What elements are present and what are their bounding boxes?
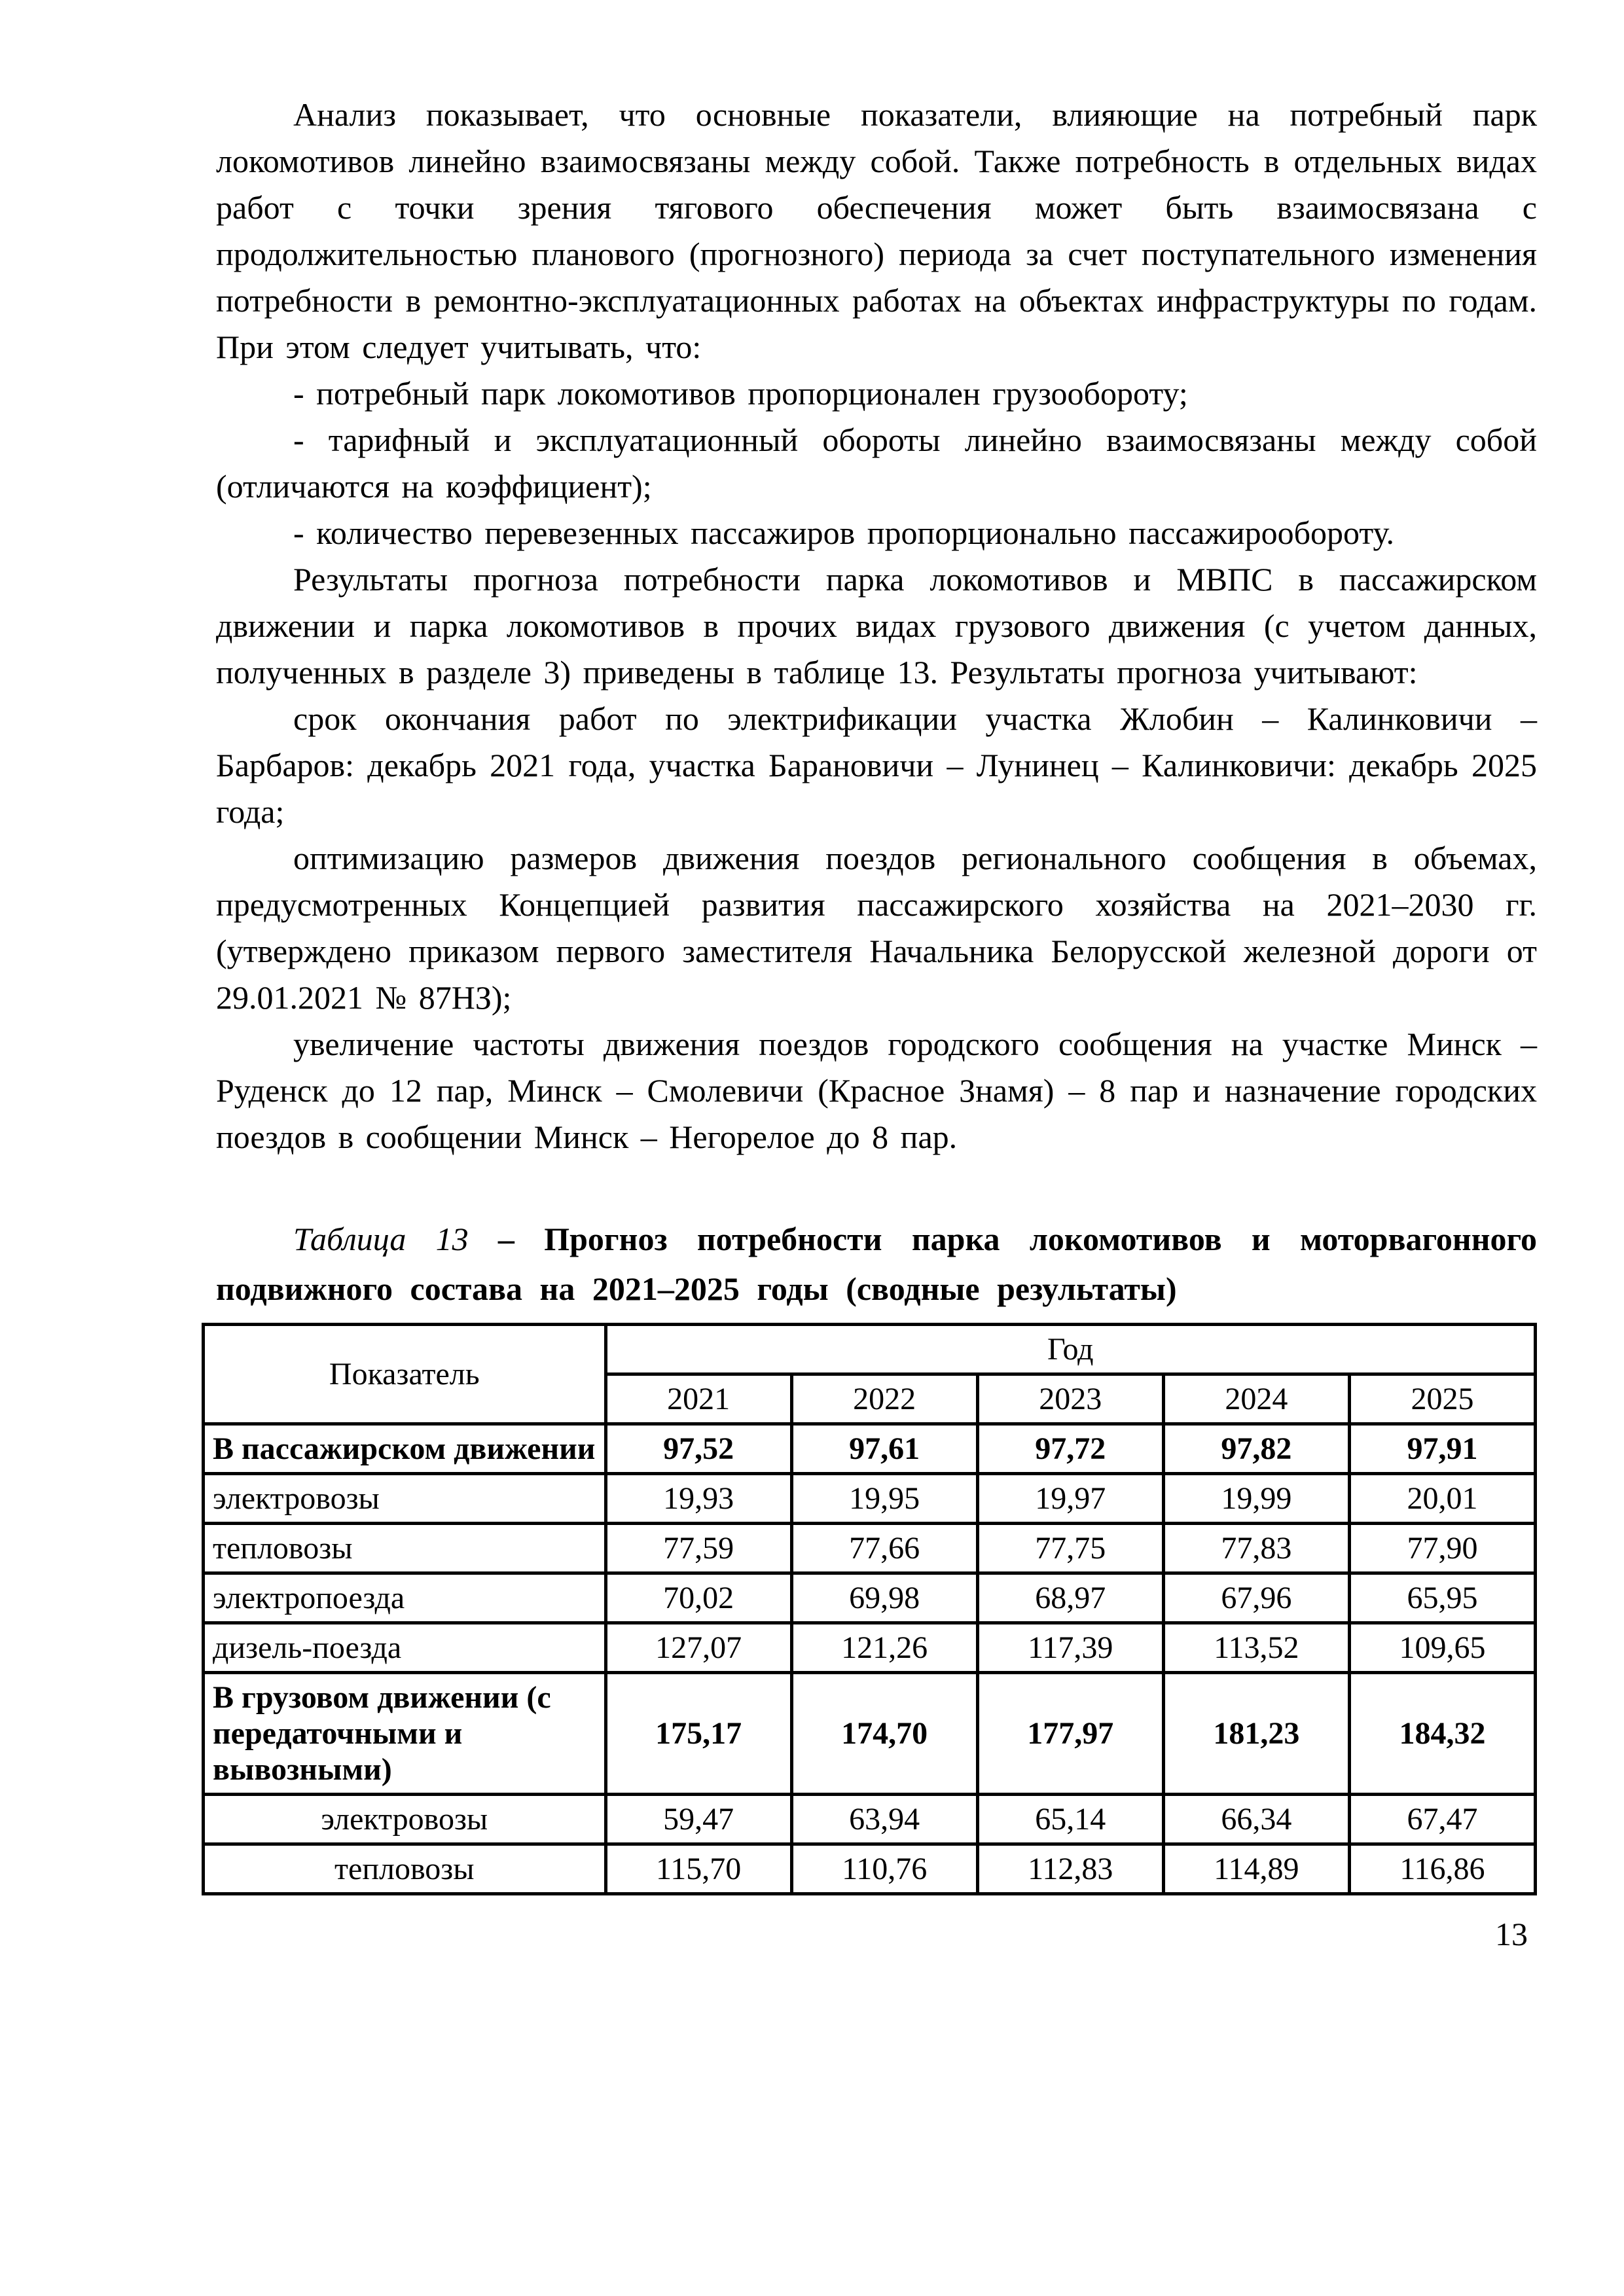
row-value: 77,83	[1163, 1524, 1349, 1573]
row-value: 19,97	[977, 1474, 1163, 1524]
row-label: тепловозы	[204, 1844, 606, 1894]
row-value: 66,34	[1163, 1795, 1349, 1844]
row-value: 177,97	[977, 1673, 1163, 1795]
paragraph-analysis: Анализ показывает, что основные показатели, влияющие на потребный парк локомотивов линейно взаимосвязаны между собой. Также потребность в отдельных видах работ с точки зрения тягового обеспечения может быть взаимосвязана с продолжительностью планового (прогнозного) периода за счет поступательного изменения потребности в ремонтно-эксплуатационных работах на объектах инфраструктуры по годам. При этом следует учитывать, что:	[216, 96, 1537, 365]
row-value: 112,83	[977, 1844, 1163, 1894]
row-value: 97,61	[791, 1424, 977, 1474]
row-value: 115,70	[605, 1844, 791, 1894]
row-label: электропоезда	[204, 1573, 606, 1623]
row-value: 67,47	[1349, 1795, 1535, 1844]
table-caption-label: Таблица 13	[293, 1221, 469, 1257]
row-value: 77,75	[977, 1524, 1163, 1573]
row-value: 110,76	[791, 1844, 977, 1894]
row-value: 77,59	[605, 1524, 791, 1573]
row-value: 69,98	[791, 1573, 977, 1623]
table-row-freight-diesel-locos	[204, 1844, 1536, 1894]
row-label: электровозы	[204, 1795, 606, 1844]
row-value: 97,82	[1163, 1424, 1349, 1474]
row-value: 19,99	[1163, 1474, 1349, 1524]
row-value: 63,94	[791, 1795, 977, 1844]
paragraph-bullet-fleet: - потребный парк локомотивов пропорционален грузообороту;	[293, 375, 1188, 412]
row-value: 175,17	[605, 1673, 791, 1795]
paragraph-bullet-tariff: - тарифный и эксплуатационный обороты линейно взаимосвязаны между собой (отличаются на коэффициент);	[216, 422, 1537, 505]
row-value: 65,14	[977, 1795, 1163, 1844]
table-row-electric-locos	[204, 1474, 1536, 1524]
table-caption-title: Прогноз потребности парка локомотивов и моторвагонного подвижного состава на 2021–2025 годы (сводные результаты)	[216, 1221, 1537, 1307]
table-row-diesel-trains	[204, 1623, 1536, 1673]
table-row-electric-trains	[204, 1573, 1536, 1623]
row-value: 97,72	[977, 1424, 1163, 1474]
col-header-year-2022: 2022	[791, 1374, 977, 1424]
row-label: В грузовом движении (с передаточными и вывозными)	[204, 1673, 606, 1795]
row-value: 109,65	[1349, 1623, 1535, 1673]
paragraph-optimization: оптимизацию размеров движения поездов регионального сообщения в объемах, предусмотренных Концепцией развития пассажирского хозяйства на 2021–2030 гг. (утверждено приказом первого заместителя Начальника Белорусской железной дороги от 29.01.2021 № 87НЗ);	[216, 840, 1537, 1016]
row-value: 174,70	[791, 1673, 977, 1795]
row-value: 65,95	[1349, 1573, 1535, 1623]
row-value: 117,39	[977, 1623, 1163, 1673]
page-content	[202, 92, 1537, 1953]
table-header-row-1	[204, 1325, 1536, 1374]
row-value: 19,93	[605, 1474, 791, 1524]
row-value: 77,66	[791, 1524, 977, 1573]
paragraph-bullet-passengers: - количество перевезенных пассажиров пропорционально пассажирообороту.	[293, 514, 1395, 551]
paragraph-forecast-results: Результаты прогноза потребности парка локомотивов и МВПС в пассажирском движении и парка локомотивов в прочих видах грузового движения (с учетом данных, полученных в разделе 3) приведены в таблице 13. Результаты прогноза учитывают:	[216, 561, 1537, 691]
row-label: тепловозы	[204, 1524, 606, 1573]
row-value: 116,86	[1349, 1844, 1535, 1894]
row-value: 77,90	[1349, 1524, 1535, 1573]
row-value: 97,52	[605, 1424, 791, 1474]
forecast-table	[202, 1323, 1537, 1895]
row-value: 121,26	[791, 1623, 977, 1673]
table-row-freight-electric-locos	[204, 1795, 1536, 1844]
paragraph-electrification: срок окончания работ по электрификации участка Жлобин – Калинковичи – Барбаров: декабрь 2021 года, участка Барановичи – Лунинец – Калинковичи: декабрь 2025 года;	[216, 700, 1537, 830]
row-value: 59,47	[605, 1795, 791, 1844]
table-row-freight-total	[204, 1673, 1536, 1795]
row-value: 113,52	[1163, 1623, 1349, 1673]
row-value: 68,97	[977, 1573, 1163, 1623]
row-value: 70,02	[605, 1573, 791, 1623]
row-value: 181,23	[1163, 1673, 1349, 1795]
row-value: 20,01	[1349, 1474, 1535, 1524]
row-label: дизель-поезда	[204, 1623, 606, 1673]
col-header-indicator: Показатель	[204, 1325, 606, 1424]
row-value: 184,32	[1349, 1673, 1535, 1795]
table-row-passenger-total	[204, 1424, 1536, 1474]
row-label: В пассажирском движении	[204, 1424, 606, 1474]
row-value: 19,95	[791, 1474, 977, 1524]
row-value: 67,96	[1163, 1573, 1349, 1623]
col-header-year-group: Год	[605, 1325, 1535, 1374]
table-row-diesel-locos	[204, 1524, 1536, 1573]
row-label: электровозы	[204, 1474, 606, 1524]
page-number: 13	[1495, 1916, 1528, 1952]
table-caption	[202, 1214, 1537, 1314]
col-header-year-2023: 2023	[977, 1374, 1163, 1424]
col-header-year-2025: 2025	[1349, 1374, 1535, 1424]
col-header-year-2021: 2021	[605, 1374, 791, 1424]
col-header-year-2024: 2024	[1163, 1374, 1349, 1424]
row-value: 127,07	[605, 1623, 791, 1673]
table-caption-separator: –	[468, 1221, 545, 1257]
paragraph-frequency-increase: увеличение частоты движения поездов городского сообщения на участке Минск – Руденск до 12 пар, Минск – Смолевичи (Красное Знамя) – 8 пар и назначение городских поездов в сообщении Минск – Негорелое до 8 пар.	[216, 1026, 1537, 1155]
row-value: 97,91	[1349, 1424, 1535, 1474]
row-value: 114,89	[1163, 1844, 1349, 1894]
